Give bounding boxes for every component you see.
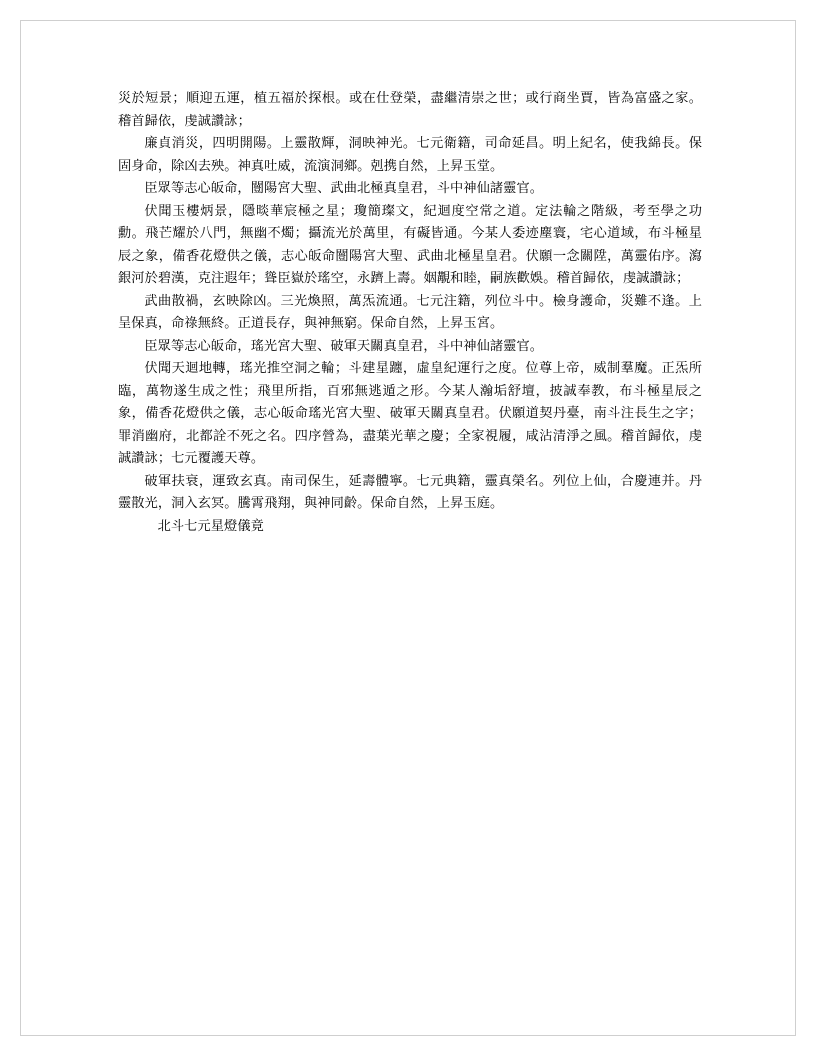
paragraph: 災於短景；順迎五運，植五福於探根。或在仕登榮，盡繼清崇之世；或行商坐賈，皆為富盛之家。稽首歸依，虔誠讚詠； [118, 91, 702, 129]
paragraph: 破軍扶衰，運致玄真。南司保生，延壽體寧。七元典籍，靈真榮名。列位上仙，合慶連并。丹靈散光，洞入玄冥。騰霄飛翔，與神同齡。保命自然，上昇玉庭。 [118, 473, 702, 511]
paragraph: 臣眾等志心皈命，瑤光宮大聖、破軍天關真皇君，斗中神仙諸靈官。 [144, 338, 544, 354]
paragraph: 臣眾等志心皈命，闓陽宮大聖、武曲北極真皇君，斗中神仙諸靈官。 [144, 181, 544, 196]
closing-title: 北斗七元星燈儀竟 [157, 518, 264, 534]
paragraph: 伏聞玉樓炳景，隱晱華宸極之星；瓊簡璨文，紀迴度空常之道。定法輪之階級，考至學之功勳。飛芒耀於八門，無幽不燭；攝流光於萬里，有礙皆通。今某人委迹塵寰，宅心道域，布斗極星辰之象，備香花燈供之儀，志心皈命闓陽宮大聖、武曲北極星皇君。伏願一念關陞，萬靈佑序。瀉銀河於碧漢，克注遐年；聳臣嶽於瑤空，永躋上壽。姻覯和睦，嗣族歡娛。稽首歸依，虔誠讚詠； [118, 203, 702, 286]
paragraph: 廉貞消災，四明開陽。上靈散輝，洞映神光。七元衛籍，司命延昌。明上紀名，使我綿長。保固身命，除凶去殃。神真吐威，流演洞鄉。剋携自然，上昇玉堂。 [118, 136, 702, 174]
document-text-body [118, 88, 702, 538]
paragraph: 伏聞天迴地轉，瑤光推空洞之輪；斗建星躔，虛皇紀運行之度。位尊上帝，威制羣魔。正炁所臨，萬物遂生成之性；飛里所指，百邪無逃遁之形。今某人瀚垢舒壇，披誠奉教，布斗極星辰之象，備香花燈供之儀，志心皈命瑤光宮大聖、破軍天關真皇君。伏願道契丹臺，南斗注長生之字；罪消幽府，北都詮不死之名。四序營為，盡葉光華之慶；全家視履，咸沾清淨之風。稽首歸依，虔誠讚詠；七元覆護天尊。 [118, 361, 702, 466]
paragraph: 武曲散禍，玄映除凶。三光煥照，萬炁流通。七元注籍，列位斗中。檢身護命，災難不逢。上呈保真，命祿無終。正道長存，與神無窮。保命自然，上昇玉宮。 [118, 293, 702, 331]
